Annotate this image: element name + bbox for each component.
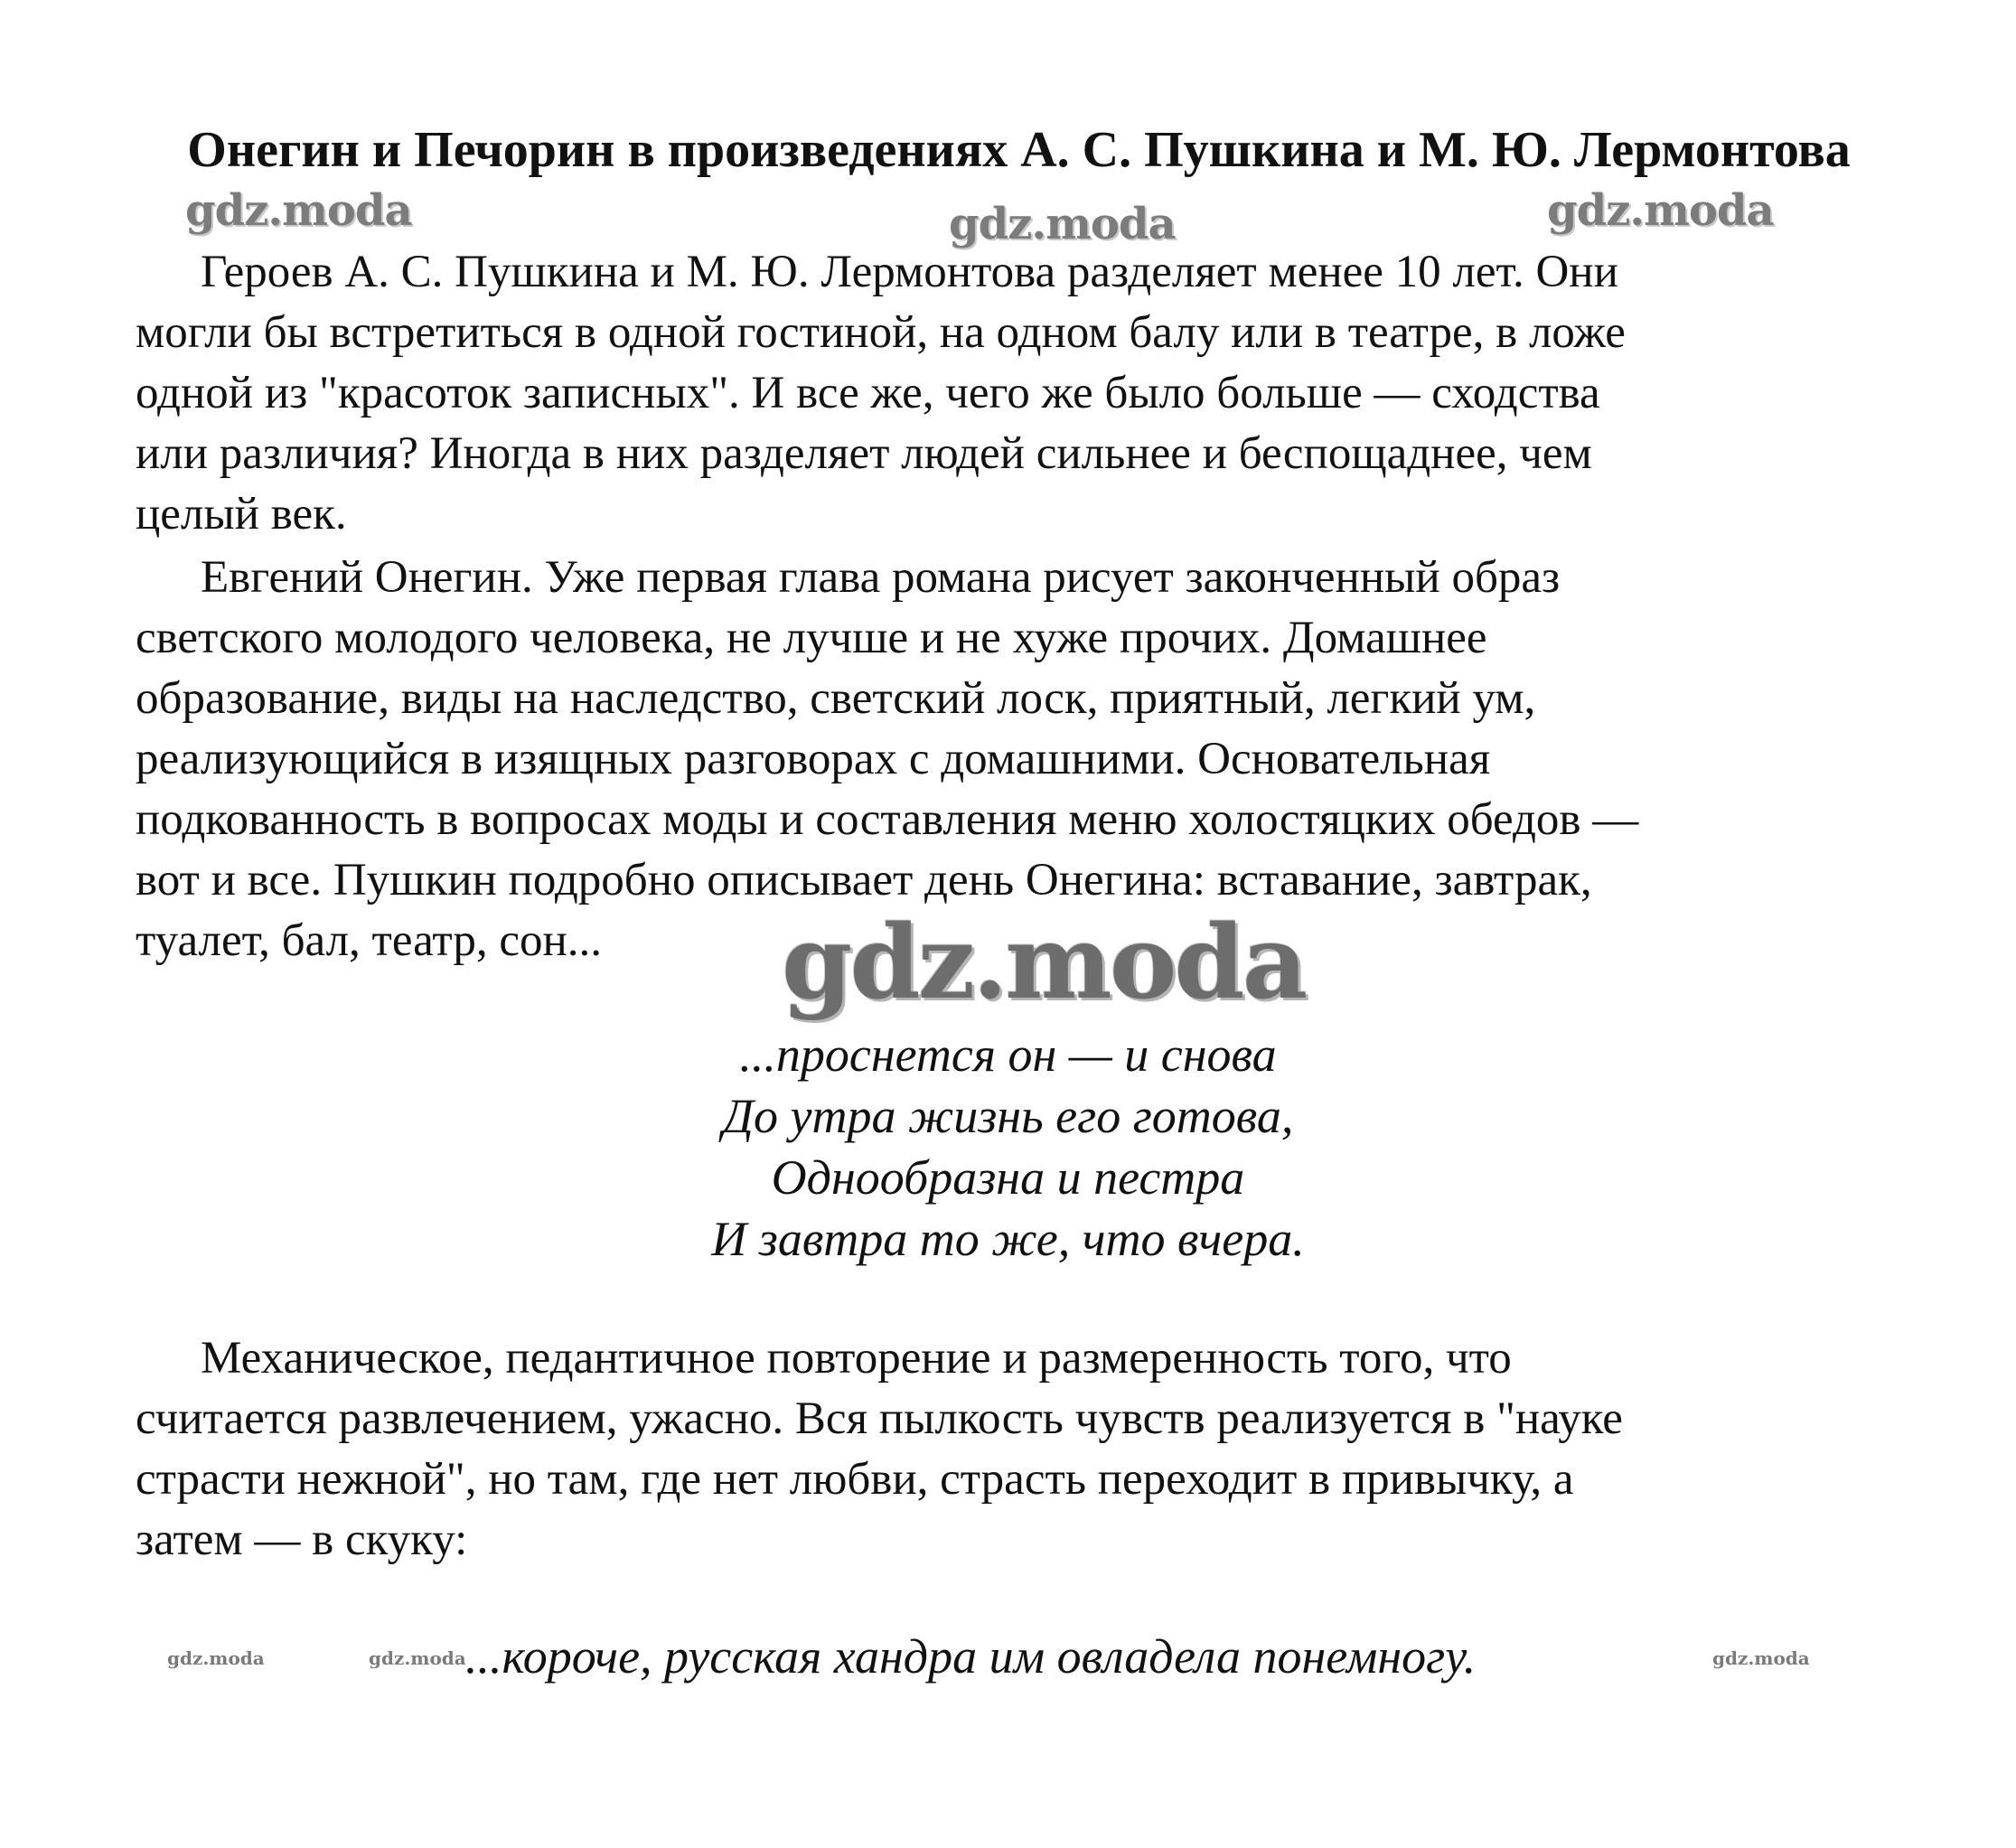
paragraph-line: Механическое, педантичное повторение и размеренность того, что <box>201 1333 1512 1384</box>
final-quote: ...короче, русская хандра им овладела понемногу. <box>465 1629 1477 1684</box>
paragraph-line: подкованность в вопросах моды и составления меню холостяцких обедов — <box>136 794 1639 845</box>
document-title: Онегин и Печорин в произведениях А. С. Пушкина и М. Ю. Лермонтова <box>187 122 1851 178</box>
paragraph-3 <box>136 1328 1898 1571</box>
watermark-logo: gdz.moda <box>949 199 1176 249</box>
paragraph-line: одной из "красоток записных". И все же, чего же было больше — сходства <box>136 368 1600 418</box>
paragraph-line: Евгений Онегин. Уже первая глава романа рисует законченный образ <box>201 552 1561 603</box>
paragraph-1 <box>136 242 1898 545</box>
poem-line: Однообразна и пестра <box>771 1150 1245 1205</box>
watermark-logo: gdz.moda <box>167 1647 265 1669</box>
paragraph-line: туалет, бал, театр, сон... <box>136 915 603 966</box>
paragraph-line: целый век. <box>136 489 347 539</box>
poem-line: До утра жизнь его готова, <box>722 1089 1294 1143</box>
paragraph-line: страсти нежной", но там, где нет любви, страсть переходит в привычку, а <box>136 1454 1574 1505</box>
paragraph-line: вот и все. Пушкин подробно описывает день Онегина: вставание, завтрак, <box>136 855 1592 905</box>
poem-line: ...проснется он — и снова <box>739 1027 1277 1082</box>
paragraph-line: светского молодого человека, не лучше и не хуже прочих. Домашнее <box>136 613 1487 663</box>
paragraph-line: реализующийся в изящных разговорах с домашними. Основательная <box>136 734 1491 784</box>
paragraph-line: или различия? Иногда в них разделяет людей сильнее и беспощаднее, чем <box>136 428 1592 479</box>
paragraph-line: затем — в скуку: <box>136 1515 468 1565</box>
paragraph-line: Героев А. С. Пушкина и М. Ю. Лермонтова разделяет менее 10 лет. Они <box>201 247 1618 297</box>
paragraph-line: могли бы встретиться в одной гостиной, на одном балу или в театре, в ложе <box>136 307 1626 358</box>
watermark-logo: gdz.moda <box>782 904 1306 1022</box>
poem-quote <box>0 1024 2016 1270</box>
watermark-logo: gdz.moda <box>1712 1647 1810 1669</box>
watermark-logo: gdz.moda <box>185 185 412 236</box>
poem-line: И завтра то же, что вчера. <box>711 1212 1305 1266</box>
watermark-logo: gdz.moda <box>1547 185 1774 236</box>
paragraph-line: считается развлечением, ужасно. Вся пылкость чувств реализуется в "науке <box>136 1393 1623 1444</box>
watermark-logo: gdz.moda <box>369 1647 466 1669</box>
paragraph-line: образование, виды на наследство, светский лоск, приятный, легкий ум, <box>136 673 1536 724</box>
